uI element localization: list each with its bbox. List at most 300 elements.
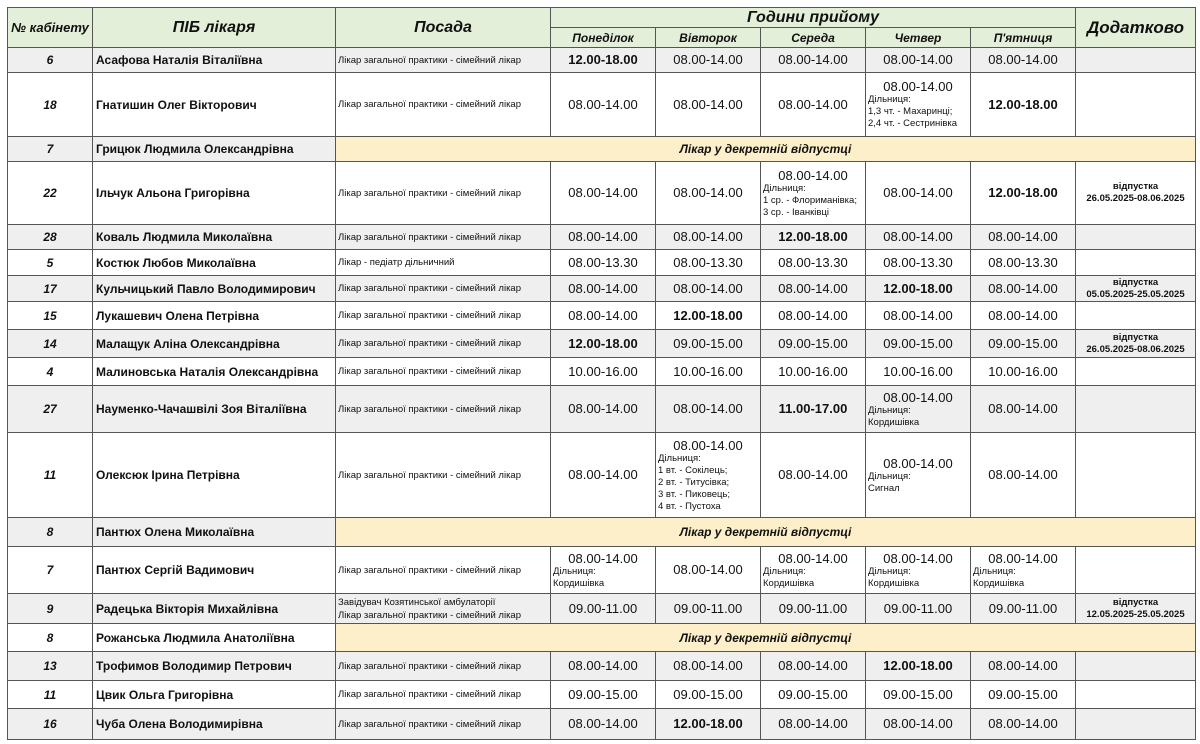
table-row — [8, 433, 1196, 518]
position-line: Лікар загальної практики - сімейний лікар — [338, 469, 522, 481]
cabinet-number: 13 — [8, 652, 93, 681]
hours-monday — [551, 709, 656, 740]
reception-time: 08.00-14.00 — [673, 658, 743, 673]
reception-time: 10.00-16.00 — [568, 363, 638, 379]
table-row — [8, 681, 1196, 709]
hours-monday — [551, 386, 656, 433]
hours-thursday — [866, 547, 971, 594]
reception-time: 08.00-14.00 — [673, 96, 743, 112]
hours-friday — [971, 386, 1076, 433]
reception-time: 08.00-14.00 — [778, 716, 848, 731]
table-row — [8, 302, 1196, 330]
reception-time: 09.00-15.00 — [988, 686, 1058, 702]
hours-friday — [971, 358, 1076, 386]
reception-time: 08.00-14.00 — [883, 307, 953, 323]
table-row — [8, 709, 1196, 740]
cabinet-number: 16 — [8, 709, 93, 740]
table-row — [8, 48, 1196, 73]
reception-time: 08.00-14.00 — [568, 467, 638, 482]
district-note: Кордишівка — [553, 577, 605, 589]
reception-time: 08.00-14.00 — [568, 96, 638, 112]
doctor-position — [336, 276, 551, 302]
header-day-monday: Понеділок — [551, 28, 656, 48]
hours-tuesday — [656, 302, 761, 330]
position-line: Лікар загальної практики - сімейний лікар — [338, 99, 522, 110]
hours-tuesday — [656, 162, 761, 225]
reception-time: 12.00-18.00 — [673, 716, 743, 731]
cabinet-number: 18 — [8, 73, 93, 137]
reception-time: 08.00-13.30 — [568, 254, 638, 270]
hours-thursday — [866, 709, 971, 740]
doctor-name: Гнатишин Олег Вікторович — [93, 73, 336, 137]
hours-thursday — [866, 358, 971, 386]
hours-wednesday — [761, 709, 866, 740]
cabinet-number: 11 — [8, 681, 93, 709]
hours-thursday — [866, 330, 971, 358]
extra-info — [1076, 358, 1196, 386]
table-row — [8, 358, 1196, 386]
reception-time: 08.00-14.00 — [778, 467, 848, 482]
hours-wednesday — [761, 225, 866, 250]
reception-time: 08.00-14.00 — [883, 550, 953, 566]
district-note: Сигнал — [868, 482, 900, 494]
hours-monday — [551, 48, 656, 73]
extra-info — [1076, 709, 1196, 740]
hours-thursday — [866, 73, 971, 137]
reception-time: 08.00-14.00 — [883, 52, 953, 67]
position-line: Лікар загальної практики - сімейний лікар — [338, 689, 522, 700]
reception-time: 08.00-14.00 — [883, 79, 953, 94]
hours-thursday — [866, 48, 971, 73]
reception-time: 08.00-14.00 — [568, 401, 638, 416]
hours-monday — [551, 358, 656, 386]
reception-time: 08.00-14.00 — [673, 185, 743, 200]
hours-wednesday — [761, 162, 866, 225]
hours-thursday — [866, 681, 971, 709]
table-row — [8, 225, 1196, 250]
hours-friday — [971, 652, 1076, 681]
hours-monday — [551, 681, 656, 709]
hours-monday — [551, 652, 656, 681]
doctor-position — [336, 250, 551, 276]
cabinet-number: 11 — [8, 433, 93, 518]
reception-time: 08.00-14.00 — [988, 716, 1058, 731]
cabinet-number: 14 — [8, 330, 93, 358]
hours-tuesday — [656, 330, 761, 358]
district-note: 1 вт. - Сокілець; — [658, 464, 728, 476]
reception-time: 12.00-18.00 — [673, 307, 743, 323]
district-note: Дільниця: — [973, 565, 1016, 577]
reception-time: 12.00-18.00 — [568, 52, 638, 67]
position-line: Лікар загальної практики - сімейний лікар — [338, 187, 522, 199]
table-row — [8, 386, 1196, 433]
reception-time: 08.00-14.00 — [778, 658, 848, 673]
extra-info — [1076, 594, 1196, 624]
district-note: 3 вт. - Пиковець; — [658, 488, 731, 500]
doctor-position — [336, 681, 551, 709]
reception-time: 09.00-15.00 — [778, 335, 848, 351]
doctor-position — [336, 386, 551, 433]
hours-friday — [971, 594, 1076, 624]
hours-tuesday — [656, 276, 761, 302]
vacation-line: 05.05.2025-25.05.2025 — [1086, 288, 1185, 300]
district-note: Дільниця: — [553, 565, 596, 577]
hours-tuesday — [656, 358, 761, 386]
district-note: Дільниця: — [763, 182, 806, 194]
reception-time: 09.00-11.00 — [568, 600, 638, 616]
hours-friday — [971, 330, 1076, 358]
reception-time: 08.00-14.00 — [568, 307, 638, 323]
table-row — [8, 137, 1196, 162]
doctor-position — [336, 330, 551, 358]
position-line: Лікар загальної практики - сімейний лікар — [338, 718, 522, 730]
reception-time: 09.00-15.00 — [883, 335, 953, 351]
hours-wednesday — [761, 48, 866, 73]
hours-wednesday — [761, 330, 866, 358]
extra-info — [1076, 681, 1196, 709]
reception-time: 10.00-16.00 — [883, 363, 953, 379]
hours-tuesday — [656, 709, 761, 740]
table-row — [8, 547, 1196, 594]
doctor-position — [336, 709, 551, 740]
hours-wednesday — [761, 547, 866, 594]
hours-thursday — [866, 250, 971, 276]
reception-time: 08.00-14.00 — [988, 229, 1058, 244]
reception-time: 09.00-15.00 — [883, 686, 953, 702]
reception-time: 08.00-14.00 — [568, 658, 638, 673]
extra-info — [1076, 652, 1196, 681]
hours-monday — [551, 250, 656, 276]
extra-info — [1076, 250, 1196, 276]
reception-time: 09.00-11.00 — [988, 600, 1058, 616]
doctor-name: Костюк Любов Миколаївна — [93, 250, 336, 276]
reception-time: 08.00-14.00 — [568, 280, 638, 296]
table-row — [8, 162, 1196, 225]
hours-monday — [551, 433, 656, 518]
vacation-line: відпустка — [1112, 276, 1159, 288]
position-line: Завідувач Козятинської амбулаторії — [338, 596, 496, 608]
hours-thursday — [866, 652, 971, 681]
header-cabinet: № кабінету — [8, 8, 93, 48]
cabinet-number: 6 — [8, 48, 93, 73]
schedule-table — [7, 7, 1196, 740]
hours-tuesday — [656, 433, 761, 518]
reception-time: 08.00-14.00 — [883, 229, 953, 244]
reception-time: 08.00-14.00 — [568, 716, 638, 731]
reception-time: 08.00-14.00 — [883, 716, 953, 731]
hours-friday — [971, 73, 1076, 137]
table-row — [8, 276, 1196, 302]
reception-time: 08.00-14.00 — [568, 550, 638, 566]
reception-time: 08.00-14.00 — [568, 185, 638, 200]
hours-wednesday — [761, 652, 866, 681]
district-note: Дільниця: — [868, 470, 911, 482]
hours-monday — [551, 302, 656, 330]
extra-info — [1076, 48, 1196, 73]
doctor-position — [336, 162, 551, 225]
doctor-name: Асафова Наталія Віталіївна — [93, 48, 336, 73]
header-day-friday: П'ятниця — [971, 28, 1076, 48]
header-position: Посада — [336, 8, 551, 48]
reception-time: 08.00-14.00 — [988, 307, 1058, 323]
maternity-leave-notice: Лікар у декретній відпустці — [336, 518, 1196, 547]
extra-info — [1076, 302, 1196, 330]
doctor-name: Рожанська Людмила Анатоліївна — [93, 624, 336, 652]
hours-wednesday — [761, 302, 866, 330]
table-row — [8, 518, 1196, 547]
district-note: Кордишівка — [973, 577, 1025, 589]
reception-time: 08.00-13.30 — [988, 254, 1058, 270]
header-hours: Години прийому — [551, 8, 1076, 28]
extra-info — [1076, 276, 1196, 302]
header-name: ПІБ лікаря — [93, 8, 336, 48]
cabinet-number: 17 — [8, 276, 93, 302]
district-note: 4 вт. - Пустоха — [658, 500, 721, 512]
reception-time: 08.00-14.00 — [988, 467, 1058, 482]
hours-tuesday — [656, 73, 761, 137]
hours-tuesday — [656, 594, 761, 624]
position-line: Лікар - педіатр дільничний — [338, 257, 455, 268]
reception-time: 08.00-14.00 — [778, 52, 848, 67]
doctor-name: Радецька Вікторія Михайлівна — [93, 594, 336, 624]
reception-time: 08.00-14.00 — [988, 658, 1058, 673]
cabinet-number: 28 — [8, 225, 93, 250]
hours-monday — [551, 330, 656, 358]
reception-time: 08.00-14.00 — [673, 437, 743, 453]
hours-wednesday — [761, 433, 866, 518]
doctor-name: Лукашевич Олена Петрівна — [93, 302, 336, 330]
table-row — [8, 624, 1196, 652]
hours-thursday — [866, 302, 971, 330]
reception-time: 08.00-14.00 — [673, 401, 743, 416]
vacation-line: відпустка — [1112, 181, 1159, 192]
hours-wednesday — [761, 276, 866, 302]
reception-time: 08.00-14.00 — [673, 52, 743, 67]
reception-time: 08.00-14.00 — [778, 307, 848, 323]
hours-friday — [971, 681, 1076, 709]
doctor-name: Пантюх Олена Миколаївна — [93, 518, 336, 547]
district-note: Кордишівка — [763, 577, 815, 589]
position-line: Лікар загальної практики - сімейний лікар — [338, 403, 522, 415]
hours-friday — [971, 276, 1076, 302]
reception-time: 08.00-14.00 — [988, 550, 1058, 566]
cabinet-number: 7 — [8, 137, 93, 162]
hours-monday — [551, 547, 656, 594]
reception-time: 12.00-18.00 — [988, 185, 1058, 200]
reception-time: 08.00-14.00 — [778, 167, 848, 183]
cabinet-number: 9 — [8, 594, 93, 624]
doctor-name: Чуба Олена Володимирівна — [93, 709, 336, 740]
reception-time: 08.00-14.00 — [988, 52, 1058, 67]
table-row — [8, 73, 1196, 137]
hours-tuesday — [656, 48, 761, 73]
reception-time: 09.00-11.00 — [673, 600, 743, 616]
reception-time: 10.00-16.00 — [673, 363, 743, 379]
doctor-name: Цвик Ольга Григорівна — [93, 681, 336, 709]
district-note: Дільниця: — [763, 565, 806, 577]
reception-time: 08.00-14.00 — [568, 229, 638, 244]
position-line: Лікар загальної практики - сімейний лікар — [338, 310, 522, 321]
reception-time: 08.00-14.00 — [673, 229, 743, 244]
doctor-name: Олексюк Ірина Петрівна — [93, 433, 336, 518]
hours-friday — [971, 250, 1076, 276]
cabinet-number: 8 — [8, 624, 93, 652]
vacation-line: 26.05.2025-08.06.2025 — [1086, 343, 1185, 355]
extra-info — [1076, 225, 1196, 250]
district-note: 2 вт. - Титусівка; — [658, 476, 730, 488]
schedule-document — [7, 7, 1196, 740]
doctor-name: Трофимов Володимир Петрович — [93, 652, 336, 681]
district-note: 1,3 чт. - Махаринці; — [868, 106, 953, 117]
reception-time: 09.00-15.00 — [673, 686, 743, 702]
doctor-position — [336, 48, 551, 73]
vacation-line: відпустка — [1112, 331, 1159, 343]
doctor-position — [336, 594, 551, 624]
cabinet-number: 15 — [8, 302, 93, 330]
doctor-position — [336, 358, 551, 386]
position-line: Лікар загальної практики - сімейний лікар — [338, 283, 522, 294]
hours-thursday — [866, 276, 971, 302]
reception-time: 08.00-13.30 — [778, 254, 848, 270]
hours-tuesday — [656, 681, 761, 709]
hours-tuesday — [656, 250, 761, 276]
position-line: Лікар загальної практики - сімейний лікар — [338, 54, 522, 66]
doctor-position — [336, 225, 551, 250]
hours-thursday — [866, 225, 971, 250]
hours-monday — [551, 73, 656, 137]
hours-thursday — [866, 162, 971, 225]
cabinet-number: 8 — [8, 518, 93, 547]
extra-info — [1076, 330, 1196, 358]
hours-thursday — [866, 433, 971, 518]
reception-time: 12.00-18.00 — [883, 658, 953, 673]
position-line: Лікар загальної практики - сімейний лікар — [338, 660, 522, 672]
hours-wednesday — [761, 73, 866, 137]
table-row — [8, 250, 1196, 276]
district-note: 3 ср. - Іванківці — [763, 206, 830, 218]
position-line: Лікар загальної практики - сімейний лікар — [338, 338, 522, 349]
hours-thursday — [866, 594, 971, 624]
hours-wednesday — [761, 386, 866, 433]
district-note: Кордишівка — [868, 416, 920, 428]
district-note: Дільниця: — [658, 452, 701, 464]
doctor-name: Малиновська Наталія Олександрівна — [93, 358, 336, 386]
reception-time: 08.00-14.00 — [778, 280, 848, 296]
header-day-tuesday: Вівторок — [656, 28, 761, 48]
table-row — [8, 594, 1196, 624]
hours-wednesday — [761, 250, 866, 276]
hours-friday — [971, 162, 1076, 225]
position-line: Лікар загальної практики - сімейний лікар — [338, 231, 522, 243]
district-note: Дільниця: — [868, 94, 911, 105]
position-line: Лікар загальної практики - сімейний лікар — [338, 366, 522, 377]
hours-monday — [551, 276, 656, 302]
position-line: Лікар загальної практики - сімейний лікар — [338, 564, 522, 576]
reception-time: 08.00-13.30 — [673, 254, 743, 270]
reception-time: 08.00-14.00 — [673, 280, 743, 296]
cabinet-number: 22 — [8, 162, 93, 225]
extra-info — [1076, 547, 1196, 594]
hours-tuesday — [656, 652, 761, 681]
header-day-wednesday: Середа — [761, 28, 866, 48]
reception-time: 09.00-15.00 — [988, 335, 1058, 351]
doctor-position — [336, 73, 551, 137]
reception-time: 10.00-16.00 — [778, 363, 848, 379]
hours-monday — [551, 162, 656, 225]
hours-friday — [971, 225, 1076, 250]
district-note: 2,4 чт. - Сестринівка — [868, 118, 958, 129]
hours-tuesday — [656, 386, 761, 433]
reception-time: 09.00-15.00 — [778, 686, 848, 702]
reception-time: 12.00-18.00 — [883, 280, 953, 296]
reception-time: 09.00-11.00 — [883, 600, 953, 616]
reception-time: 09.00-15.00 — [568, 686, 638, 702]
reception-time: 09.00-15.00 — [673, 335, 743, 351]
reception-time: 10.00-16.00 — [988, 363, 1058, 379]
doctor-position — [336, 302, 551, 330]
hours-tuesday — [656, 547, 761, 594]
reception-time: 08.00-14.00 — [988, 401, 1058, 416]
reception-time: 08.00-14.00 — [883, 185, 953, 200]
vacation-line: 12.05.2025-25.05.2025 — [1086, 608, 1185, 620]
doctor-name: Пантюх Сергій Вадимович — [93, 547, 336, 594]
hours-wednesday — [761, 358, 866, 386]
extra-info — [1076, 162, 1196, 225]
hours-friday — [971, 48, 1076, 73]
doctor-position — [336, 433, 551, 518]
doctor-name: Ільчук Альона Григорівна — [93, 162, 336, 225]
reception-time: 11.00-17.00 — [778, 401, 848, 416]
district-note: Кордишівка — [868, 577, 920, 589]
district-note: 1 ср. - Флориманівка; — [763, 194, 857, 206]
hours-wednesday — [761, 681, 866, 709]
hours-friday — [971, 709, 1076, 740]
table-row — [8, 652, 1196, 681]
hours-wednesday — [761, 594, 866, 624]
doctor-name: Науменко-Чачашвілі Зоя Віталіївна — [93, 386, 336, 433]
cabinet-number: 4 — [8, 358, 93, 386]
doctor-position — [336, 547, 551, 594]
district-note: Дільниця: — [868, 404, 911, 416]
cabinet-number: 27 — [8, 386, 93, 433]
reception-time: 08.00-13.30 — [883, 254, 953, 270]
reception-time: 08.00-14.00 — [673, 562, 743, 577]
reception-time: 08.00-14.00 — [883, 455, 953, 471]
hours-tuesday — [656, 225, 761, 250]
doctor-name: Малащук Аліна Олександрівна — [93, 330, 336, 358]
reception-time: 12.00-18.00 — [778, 229, 848, 244]
maternity-leave-notice: Лікар у декретній відпустці — [336, 624, 1196, 652]
header-day-thursday: Четвер — [866, 28, 971, 48]
hours-thursday — [866, 386, 971, 433]
hours-monday — [551, 225, 656, 250]
maternity-leave-notice: Лікар у декретній відпустці — [336, 137, 1196, 162]
hours-friday — [971, 547, 1076, 594]
table-row — [8, 330, 1196, 358]
vacation-line: відпустка — [1112, 596, 1159, 608]
extra-info — [1076, 73, 1196, 137]
cabinet-number: 5 — [8, 250, 93, 276]
header-extra: Додатково — [1076, 8, 1196, 48]
extra-info — [1076, 386, 1196, 433]
hours-friday — [971, 433, 1076, 518]
reception-time: 12.00-18.00 — [988, 96, 1058, 112]
reception-time: 08.00-14.00 — [778, 96, 848, 112]
vacation-line: 26.05.2025-08.06.2025 — [1086, 193, 1185, 204]
district-note: Дільниця: — [868, 565, 911, 577]
hours-friday — [971, 302, 1076, 330]
reception-time: 12.00-18.00 — [568, 335, 638, 351]
